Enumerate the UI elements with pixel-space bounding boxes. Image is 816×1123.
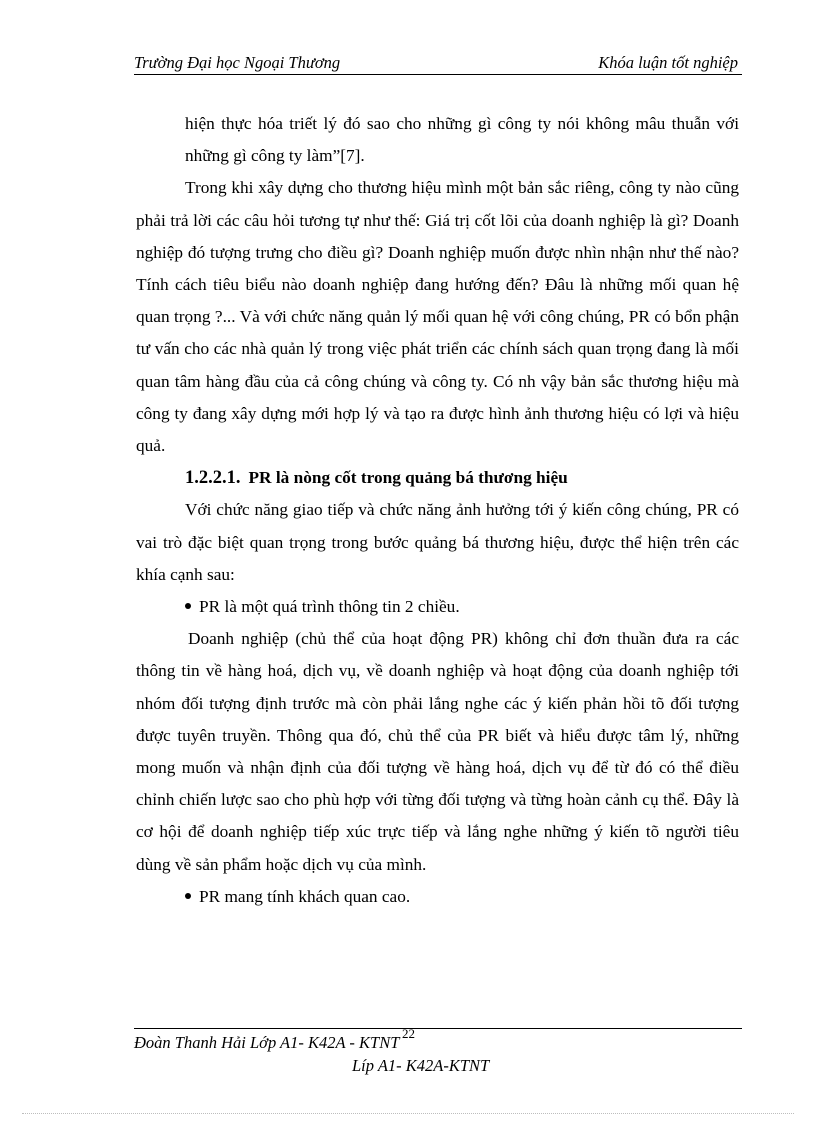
bullet-text: PR là một quá trình thông tin 2 chiều. [199, 597, 460, 617]
page-number: 22 [402, 1026, 415, 1041]
bullet-text: PR mang tính khách quan cao. [199, 886, 411, 906]
footer-divider [134, 1028, 742, 1029]
paragraph-brand-identity: Trong khi xây dựng cho thương hiệu mình một bản sắc riêng, công ty nào cũng phải trả lời các câu hỏi tương tự như thế: Giá trị cốt lõi của doanh nghiệp là gì? Doanh nghiệp đó tượng trưng cho điều gì? Doanh nghiệp muốn được nhìn nhận như thế nào? Tính cách tiêu biểu nào doanh nghiệp đang hướng đến? Đâu là những mối quan hệ quan trọng ?... Và với chức năng quản lý mối quan hệ với công chúng, PR có bổn phận tư vấn cho các nhà quản lý trong việc phát triển các chính sách quan trọng đang là mối quan tâm hàng đầu của cả công chúng và công ty. Có nh vậy bản sắc thương hiệu mà công ty đang xây dựng mới hợp lý và tạo ra được hình ảnh thương hiệu có lợi và hiệu quả. [136, 178, 739, 456]
paragraph-pr-role: Với chức năng giao tiếp và chức năng ảnh hưởng tới ý kiến công chúng, PR có vai trò đặc biệt quan trọng trong bước quảng bá thương hiệu, được thể hiện trên các khía cạnh sau: [136, 500, 739, 584]
paragraph-continuation: hiện thực hóa triết lý đó sao cho những gì công ty nói không mâu thuẫn với những gì công ty làm”[7]. [185, 114, 739, 166]
bullet-item [136, 881, 739, 913]
paragraph-two-way-communication: Doanh nghiệp (chủ thể của hoạt động PR) không chỉ đơn thuần đưa ra các thông tin về hàng hoá, dịch vụ, về doanh nghiệp và hoạt động của doanh nghiệp tới nhóm đối tượng định trước mà còn phải lắng nghe các ý kiến phản hồi tõ đối tượng được tuyên truyền. Thông qua đó, chủ thể của PR biết và hiểu được tâm lý, những mong muốn và nhận định của đối tượng về hàng hoá, dịch vụ để từ đó có thể điều chỉnh chiến lược sao cho phù hợp với từng đối tượng và từng hoàn cảnh cụ thể. Đây là cơ hội để doanh nghiệp tiếp xúc trực tiếp và lắng nghe những ý kiến tõ người tiêu dùng về sản phẩm hoặc dịch vụ của mình. [136, 629, 739, 874]
footer-class: Líp A1- K42A-KTNT [352, 1056, 490, 1075]
bullet-icon [185, 893, 191, 899]
section-title: PR là nòng cốt trong quảng bá thương hiệu [248, 468, 568, 488]
section-number: 1.2.2.1. [185, 468, 241, 489]
page-bottom-border [22, 1113, 794, 1114]
footer-author: Đoàn Thanh Hải Lớp A1- K42A - KTNT [134, 1033, 400, 1052]
bullet-item [136, 591, 739, 623]
bullet-icon [185, 603, 191, 609]
section-heading [136, 462, 739, 494]
header-school-name: Trường Đại học Ngoại Thương [134, 53, 341, 72]
document-body [136, 108, 739, 913]
page-header [134, 52, 742, 75]
header-document-type: Khóa luận tốt nghiệp [598, 53, 738, 72]
